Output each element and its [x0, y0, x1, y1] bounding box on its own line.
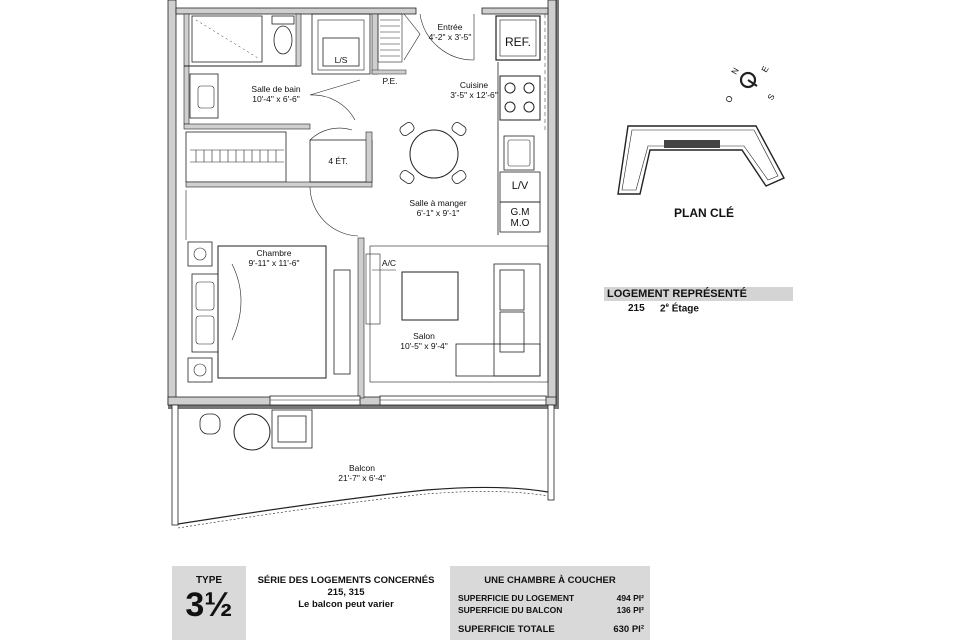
room-name: Cuisine [459, 80, 489, 90]
room-name: Entrée [437, 22, 463, 32]
area-value: 630 PI² [613, 624, 644, 635]
balcony-table [234, 414, 270, 450]
patio-door [380, 396, 546, 405]
key-plan-building [618, 126, 784, 194]
logement-header: LOGEMENT REPRÉSENTÉ [604, 287, 793, 301]
compass-s: S [765, 92, 777, 102]
area-label: SUPERFICIE DU BALCON [458, 605, 563, 615]
area-value: 136 PI² [616, 605, 644, 615]
compass-o: O [723, 93, 735, 105]
key-plan-title: PLAN CLÉ [674, 206, 734, 220]
room-dims: 10'-5" x 9'-4" [400, 341, 448, 351]
dining-chairs [398, 121, 467, 185]
floor-suffix: e [665, 303, 669, 309]
room-salon [392, 331, 456, 351]
microwave-label: M.O [510, 218, 530, 229]
balcony-railing-right [548, 405, 554, 500]
entrance-closet-shelves [378, 14, 402, 62]
series-note: Le balcon peut varier [298, 599, 394, 610]
room-cuisine [438, 80, 510, 100]
kitchen-sink [504, 136, 534, 170]
balcony-edge [178, 487, 548, 524]
series-title: SÉRIE DES LOGEMENTS CONCERNÉS [257, 575, 435, 586]
room-dims: 4'-2" x 3'-5" [428, 32, 472, 42]
refrigerator-label: REF. [504, 35, 531, 49]
compass-e: E [759, 64, 771, 74]
area-total-row [458, 624, 644, 635]
wardrobe [334, 270, 350, 374]
room-entree [418, 22, 482, 42]
room-name: Chambre [256, 248, 292, 258]
area-value: 494 PI² [616, 593, 644, 603]
bedroom-count: UNE CHAMBRE À COUCHER [484, 575, 616, 586]
room-chambre [236, 248, 312, 268]
toilet-tank [272, 16, 294, 24]
bathroom-door [310, 80, 360, 120]
sofa [456, 264, 540, 376]
type-value: 3½ [185, 586, 233, 624]
bathroom-wall [184, 14, 189, 124]
room-name: Salon [413, 331, 435, 341]
room-dims: 3'-5" x 12'-6" [450, 90, 498, 100]
room-dims: 21'-7" x 6'-4" [338, 473, 386, 483]
laundry-label: L/S [334, 55, 348, 65]
room-name: Salle de bain [251, 84, 301, 94]
toilet-bowl [274, 26, 292, 54]
room-dims: 6'-1" x 9'-1" [416, 208, 460, 218]
dining-table [410, 130, 458, 178]
room-balcon [324, 463, 400, 483]
dishwasher-label: L/V [511, 180, 529, 192]
series-box [250, 566, 442, 611]
night-table [188, 358, 212, 382]
room-name: Salle à manger [409, 198, 467, 208]
balcony-chair [200, 410, 312, 448]
floor-number: 2 [660, 303, 666, 315]
balcony-railing-left [172, 405, 178, 525]
room-dims: 9'-11" x 11'-6" [248, 258, 300, 268]
type-box [172, 566, 246, 640]
floor-word: Étage [671, 303, 699, 315]
armchair [402, 272, 458, 320]
ac-label: A/C [381, 258, 397, 268]
compass [741, 73, 757, 87]
area-box [450, 566, 650, 640]
area-label: SUPERFICIE TOTALE [458, 624, 555, 635]
pantry-label: P.E. [382, 76, 398, 86]
patio-door [270, 396, 360, 405]
room-salle-de-bain [238, 84, 314, 104]
night-table [188, 242, 212, 266]
type-label: TYPE [195, 575, 223, 586]
storage-shelves [190, 150, 284, 162]
room-dims: 10'-4" x 6'-6" [252, 94, 300, 104]
garbage-label: G.M [510, 207, 530, 218]
series-units: 215, 315 [327, 587, 365, 598]
room-salle-a-manger [396, 198, 480, 218]
footer-panel [160, 566, 798, 640]
logement-unit: 215 [628, 303, 645, 314]
storage-label: 4 ÉT. [328, 156, 348, 166]
compass-n: N [729, 65, 741, 77]
area-row [458, 605, 644, 615]
logement-floor [660, 303, 699, 314]
bedroom-door [310, 187, 358, 236]
room-name: Balcon [349, 463, 375, 473]
area-row [458, 593, 644, 603]
area-label: SUPERFICIE DU LOGEMENT [458, 593, 575, 603]
